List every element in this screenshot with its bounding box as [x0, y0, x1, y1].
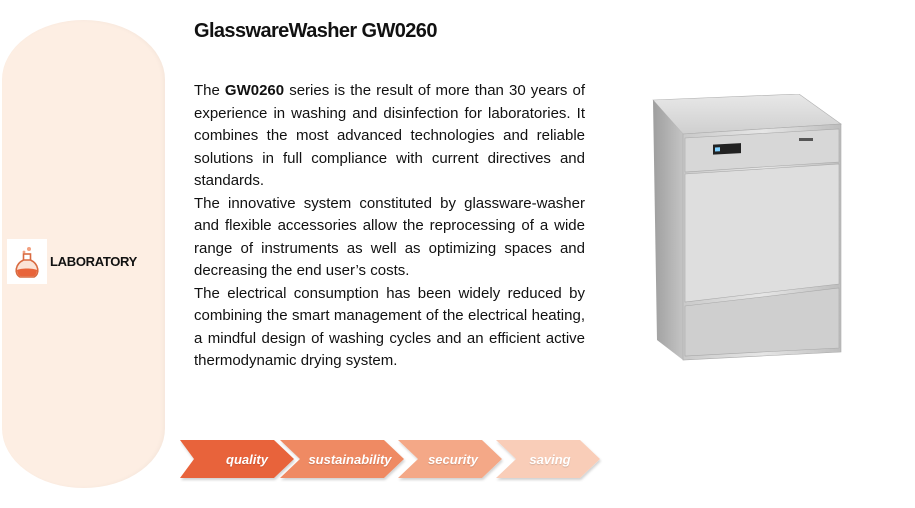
- category-label: LABORATORY: [50, 254, 138, 269]
- value-saving: saving: [529, 451, 571, 467]
- value-sustainability: sustainability: [308, 451, 392, 467]
- model-name: GW0260: [224, 82, 285, 99]
- category-laboratory[interactable]: [7, 239, 137, 284]
- glassware-washer-image: [649, 94, 845, 364]
- product-description: [194, 80, 585, 373]
- value-security: security: [428, 451, 478, 467]
- values-banner: [180, 440, 605, 482]
- description-paragraph-2: The innovative system constituted by glassware-washer and flexible accessories allow the reprocessing of a wide range of instruments as well as optimizing spaces and decreasing the end user’s costs.: [194, 194, 585, 279]
- page-title: GlasswareWasher GW0260: [194, 20, 437, 42]
- description-paragraph-1: The GW0260 series is the result of more than 30 years of experience in washing and disinfection for laboratories. It combines the most advanced technologies and reliable solutions in full compliance with current directives and standards.: [194, 82, 585, 189]
- flask-icon: [7, 239, 47, 284]
- value-quality: quality: [226, 451, 268, 467]
- description-paragraph-3: The electrical consumption has been widely reduced by combining the smart management of the electrical heating, a mindful design of washing cycles and an efficient active thermodynamic drying system.: [194, 284, 585, 369]
